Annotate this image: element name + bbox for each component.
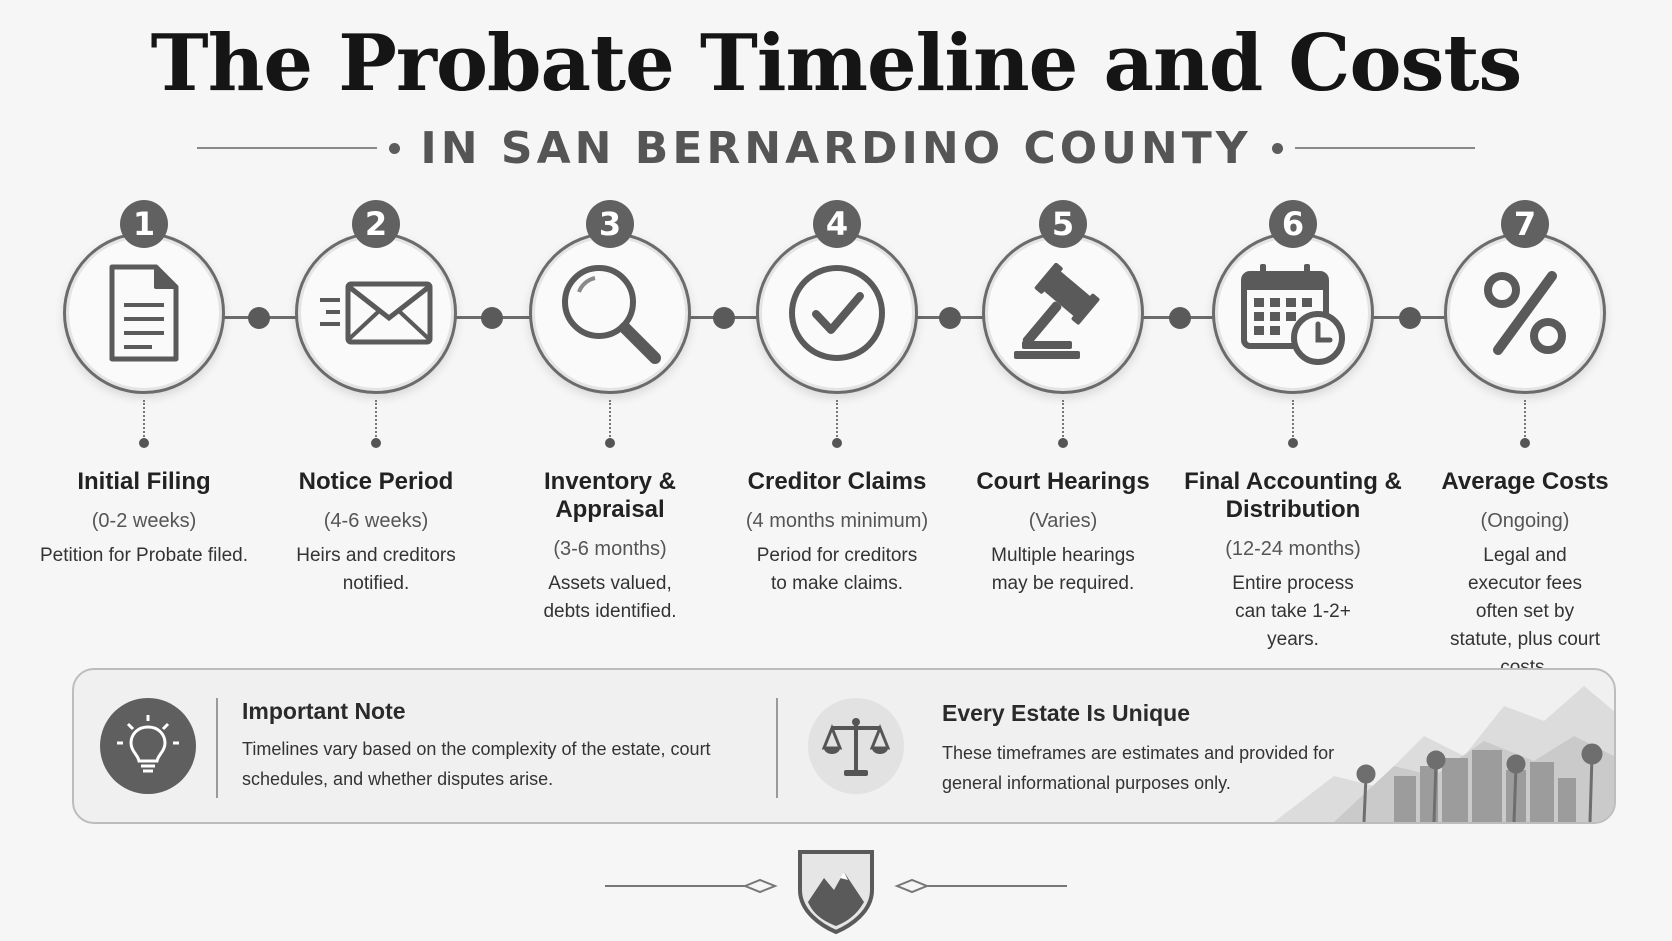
step-circle — [982, 232, 1144, 394]
step-drop-line — [836, 400, 838, 440]
step-title: Inventory & Appraisal — [543, 468, 677, 523]
step-description: Multiple hearings may be required. — [991, 545, 1135, 594]
step-text — [495, 468, 725, 626]
footer-emblem-row — [0, 838, 1672, 938]
lightbulb-icon — [100, 698, 196, 794]
step-text — [1410, 468, 1640, 682]
step-drop-dot — [371, 438, 381, 448]
step-duration: (Varies) — [1028, 510, 1098, 532]
step-number-badge: 7 — [1501, 200, 1549, 248]
timeline-step-7 — [1410, 0, 1640, 660]
step-title: Average Costs — [1441, 468, 1609, 495]
step-drop-dot — [1058, 438, 1068, 448]
step-number-badge: 1 — [120, 200, 168, 248]
step-description: Heirs and creditors notified. — [296, 545, 456, 594]
skyline-illustration — [1274, 668, 1614, 822]
step-drop-dot — [139, 438, 149, 448]
step-drop-dot — [605, 438, 615, 448]
checkmark-icon — [782, 258, 892, 368]
step-title: Court Hearings — [976, 468, 1150, 495]
note-divider — [776, 698, 778, 798]
step-drop-line — [1524, 400, 1526, 440]
step-number-badge: 2 — [352, 200, 400, 248]
step-description: Petition for Probate filed. — [39, 545, 249, 566]
step-circle — [1212, 232, 1374, 394]
step-description: Period for creditors to make claims. — [756, 545, 918, 594]
timeline-step-4 — [722, 0, 952, 660]
step-duration: (0-2 weeks) — [91, 510, 197, 532]
page-subtitle: IN SAN BERNARDINO COUNTY — [420, 122, 1252, 174]
note-divider — [216, 698, 218, 798]
step-drop-line — [375, 400, 377, 440]
step-text — [1178, 468, 1408, 654]
unique-note-heading: Every Estate Is Unique — [942, 700, 1190, 726]
magnifier-icon — [555, 258, 665, 368]
step-title: Notice Period — [298, 468, 454, 495]
notes-panel — [72, 668, 1616, 824]
step-drop-line — [1292, 400, 1294, 440]
step-text — [948, 468, 1178, 598]
step-circle — [529, 232, 691, 394]
step-description: Legal and executor fees often set by statute, plus court — [1450, 545, 1600, 650]
step-text — [261, 468, 491, 598]
scales-icon — [808, 698, 904, 794]
step-title: Creditor Claims — [747, 468, 927, 495]
document-icon — [104, 263, 184, 363]
step-drop-dot — [1288, 438, 1298, 448]
step-title: Final Accounting & Distribution — [1184, 468, 1402, 523]
important-note-body: Timelines vary based on the complexity of the estate, court schedules, and whether disputes arise. — [242, 739, 711, 789]
step-drop-dot — [1520, 438, 1530, 448]
step-circle — [63, 232, 225, 394]
timeline-step-3 — [495, 0, 725, 660]
page-title: The Probate Timeline and Costs — [150, 18, 1522, 109]
step-drop-dot — [832, 438, 842, 448]
timeline-step-1 — [29, 0, 259, 660]
step-duration: (12-24 months) — [1225, 538, 1361, 560]
step-drop-line — [1062, 400, 1064, 440]
step-number-badge: 6 — [1269, 200, 1317, 248]
step-number-badge: 3 — [586, 200, 634, 248]
step-text — [722, 468, 952, 598]
envelope-icon — [316, 278, 436, 348]
timeline-step-6 — [1178, 0, 1408, 660]
step-number-badge: 5 — [1039, 200, 1087, 248]
timeline-step-2 — [261, 0, 491, 660]
step-circle — [1444, 232, 1606, 394]
percent-icon — [1480, 268, 1570, 358]
step-description: Entire process can take 1-2+ years. — [1232, 573, 1354, 650]
step-text — [29, 468, 259, 570]
important-note-heading: Important Note — [242, 698, 406, 724]
unique-note-body: These timeframes are estimates and provided for general informational purposes only. — [942, 743, 1335, 793]
step-drop-line — [143, 400, 145, 440]
step-circle — [295, 232, 457, 394]
step-circle — [756, 232, 918, 394]
step-title: Initial Filing — [77, 468, 211, 495]
gavel-icon — [1008, 263, 1118, 363]
step-description: Assets valued, debts identified. — [543, 573, 677, 622]
step-drop-line — [609, 400, 611, 440]
step-duration: (3-6 months) — [553, 538, 667, 560]
step-duration: (4 months minimum) — [745, 510, 929, 532]
timeline-step-5 — [948, 0, 1178, 660]
mountain-shield-icon — [0, 838, 1672, 938]
step-duration: (Ongoing) — [1480, 510, 1570, 532]
calendar-clock-icon — [1238, 258, 1348, 368]
step-number-badge: 4 — [813, 200, 861, 248]
step-duration: (4-6 weeks) — [323, 510, 429, 532]
